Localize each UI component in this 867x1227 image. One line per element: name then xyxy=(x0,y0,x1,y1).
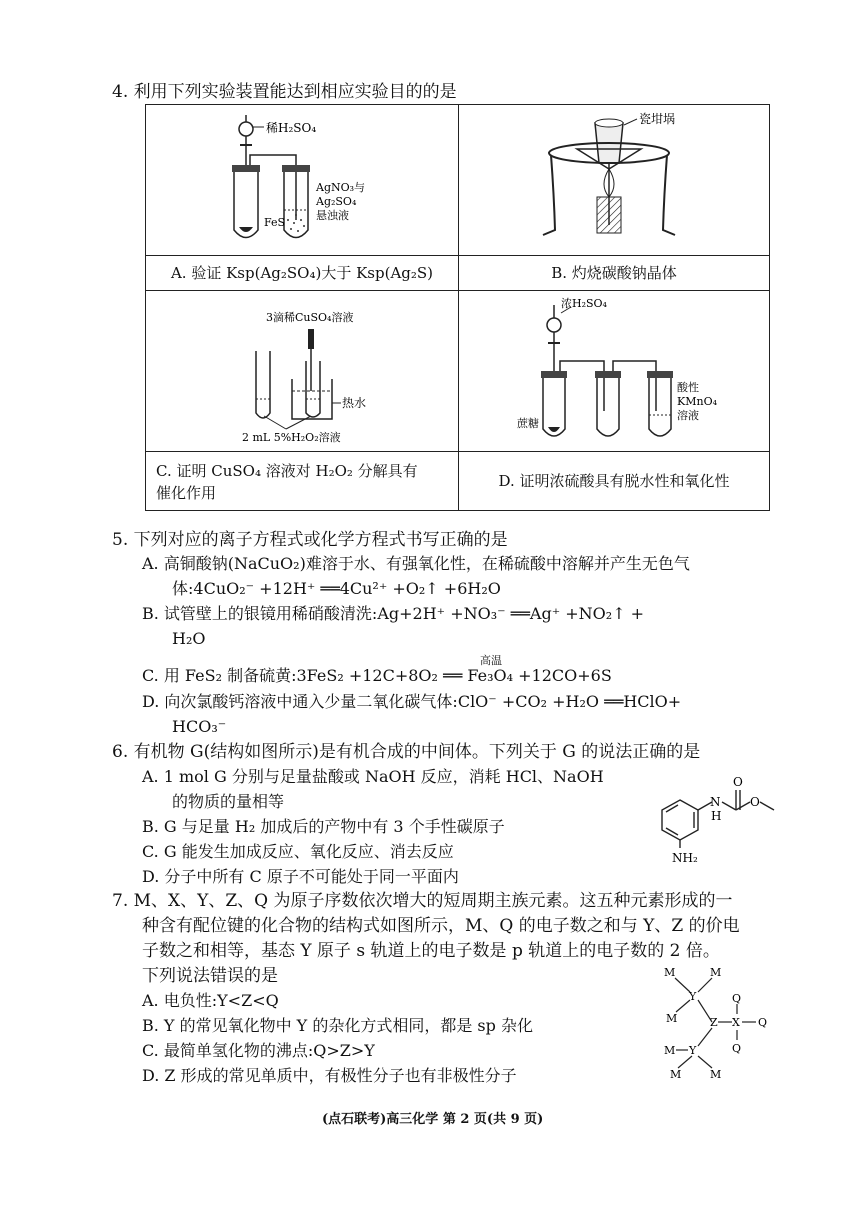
apparatus-c-figure xyxy=(146,291,456,451)
struct7-m2: M xyxy=(710,966,722,979)
label-acidic: 酸性 xyxy=(677,381,699,394)
label-kmno4: KMnO₄ xyxy=(677,395,717,408)
q6-option-b: B. G 与足量 H₂ 加成后的产物中有 3 个手性碳原子 xyxy=(142,817,505,836)
struct7-y1: Y xyxy=(689,990,697,1003)
caption-b: B. 灼烧碳酸钠晶体 xyxy=(551,264,677,282)
q4-cell-d-caption xyxy=(459,452,770,511)
q4-cell-c-caption xyxy=(146,452,459,511)
q6-option-d: D. 分子中所有 C 原子不可能处于同一平面内 xyxy=(142,867,459,886)
q6-structure-figure xyxy=(650,768,780,868)
q6-stem: 6. 有机物 G(结构如图所示)是有机合成的中间体。下列关于 G 的说法正确的是 xyxy=(112,742,701,762)
struct7-q2: Q xyxy=(732,992,742,1005)
q4-cell-a-caption xyxy=(146,256,459,291)
q5-option-b-line1: B. 试管壁上的银镜用稀硝酸清洗:Ag+2H⁺ +NO₃⁻ ══Ag⁺ +NO₂↑ + xyxy=(142,604,645,623)
struct7-x: X xyxy=(732,1016,740,1029)
q5-option-a-line1: A. 高铜酸钠(NaCuO₂)难溶于水、有强氧化性，在稀硫酸中溶解并产生无色气 xyxy=(142,554,690,573)
struct7-q1: Q xyxy=(758,1016,768,1029)
q4-apparatus-table xyxy=(145,104,770,511)
q4-cell-b xyxy=(459,105,770,256)
label-fes: FeS xyxy=(264,216,286,229)
q4-cell-d xyxy=(459,291,770,452)
label-h2o2: 2 mL 5%H₂O₂溶液 xyxy=(242,431,341,444)
q5-option-a-line2: 体:4CuO₂⁻ +12H⁺ ══4Cu²⁺ +O₂↑ +6H₂O xyxy=(172,579,501,598)
q4-stem: 4. 利用下列实验装置能达到相应实验目的的是 xyxy=(112,82,457,102)
q4-cell-a xyxy=(146,105,459,256)
q7-option-c: C. 最简单氢化物的沸点:Q>Z>Y xyxy=(142,1041,375,1060)
q4-cell-b-caption xyxy=(459,256,770,291)
q6-option-c: C. G 能发生加成反应、氧化反应、消去反应 xyxy=(142,842,454,861)
q5-stem: 5. 下列对应的离子方程式或化学方程式书写正确的是 xyxy=(112,530,508,550)
q6-option-a-line1: A. 1 mol G 分别与足量盐酸或 NaOH 反应，消耗 HCl、NaOH xyxy=(142,767,604,786)
label-crucible: 瓷坩埚 xyxy=(639,112,676,126)
q7-option-b: B. Y 的常见氧化物中 Y 的杂化方式相同，都是 sp 杂化 xyxy=(142,1016,533,1035)
label-cuso4-drops: 3滴稀CuSO₄溶液 xyxy=(266,311,354,324)
structure-nh2: NH₂ xyxy=(672,851,698,865)
label-sucrose: 蔗糖 xyxy=(517,417,539,430)
q7-stem-line3: 子数之和相等，基态 Y 原子 s 轨道上的电子数是 p 轨道上的电子数的 2 倍。 xyxy=(142,941,720,961)
q5-option-d-line2: HCO₃⁻ xyxy=(172,717,227,736)
label-solution: 溶液 xyxy=(677,409,699,422)
structure-o-carbonyl: O xyxy=(733,775,743,789)
page-footer: (点石联考)高三化学 第 2 页(共 9 页) xyxy=(322,1112,544,1127)
label-dilute-h2so4: 稀H₂SO₄ xyxy=(266,121,317,135)
caption-a: A. 验证 Ksp(Ag₂SO₄)大于 Ksp(Ag₂S) xyxy=(170,264,434,282)
apparatus-a-figure xyxy=(146,105,456,255)
label-hot-water: 热水 xyxy=(342,396,367,410)
struct7-m5: M xyxy=(670,1068,682,1080)
structure-o-ether: O xyxy=(750,795,760,809)
q5-option-b-line2: H₂O xyxy=(172,629,206,648)
q7-stem-line2: 种含有配位键的化合物的结构式如图所示，M、Q 的电子数之和与 Y、Z 的价电 xyxy=(142,916,740,936)
q5-option-c: C. 用 FeS₂ 制备硫黄:3FeS₂ +12C+8O₂ ══ Fe₃O₄ +12CO+6S xyxy=(142,666,612,685)
label-ag2so4: Ag₂SO₄ xyxy=(316,195,357,208)
q7-option-d: D. Z 形成的常见单质中，有极性分子也有非极性分子 xyxy=(142,1066,517,1085)
q7-structure-figure xyxy=(650,962,780,1080)
q6-option-a-line2: 的物质的量相等 xyxy=(172,792,285,811)
struct7-m6: M xyxy=(710,1068,722,1080)
caption-c-line2: 催化作用 xyxy=(156,484,217,502)
label-conc-h2so4: 浓H₂SO₄ xyxy=(561,297,607,310)
structure-n: N xyxy=(710,795,721,809)
struct7-q3: Q xyxy=(732,1042,742,1055)
struct7-y2: Y xyxy=(689,1044,697,1057)
q5-option-c-condition: 高温 xyxy=(480,654,502,667)
caption-c-line1: C. 证明 CuSO₄ 溶液对 H₂O₂ 分解具有 xyxy=(156,462,418,480)
q4-cell-c xyxy=(146,291,459,452)
label-suspension: 悬浊液 xyxy=(316,209,349,222)
struct7-m1: M xyxy=(664,966,676,979)
struct7-m4: M xyxy=(664,1044,676,1057)
structure-h: H xyxy=(711,809,722,823)
label-agno3: AgNO₃与 xyxy=(316,181,366,194)
struct7-m3: M xyxy=(666,1012,678,1025)
q7-stem-line4: 下列说法错误的是 xyxy=(142,966,278,986)
apparatus-d-figure xyxy=(459,291,769,451)
caption-d: D. 证明浓硫酸具有脱水性和氧化性 xyxy=(498,472,730,490)
q7-option-a: A. 电负性:Y<Z<Q xyxy=(142,991,279,1010)
struct7-z: Z xyxy=(710,1016,718,1029)
apparatus-b-figure xyxy=(459,105,769,255)
q5-option-d-line1: D. 向次氯酸钙溶液中通入少量二氧化碳气体:ClO⁻ +CO₂ +H₂O ══HClO+ xyxy=(142,692,682,711)
q7-stem-line1: 7. M、X、Y、Z、Q 为原子序数依次增大的短周期主族元素。这五种元素形成的一 xyxy=(112,891,733,911)
